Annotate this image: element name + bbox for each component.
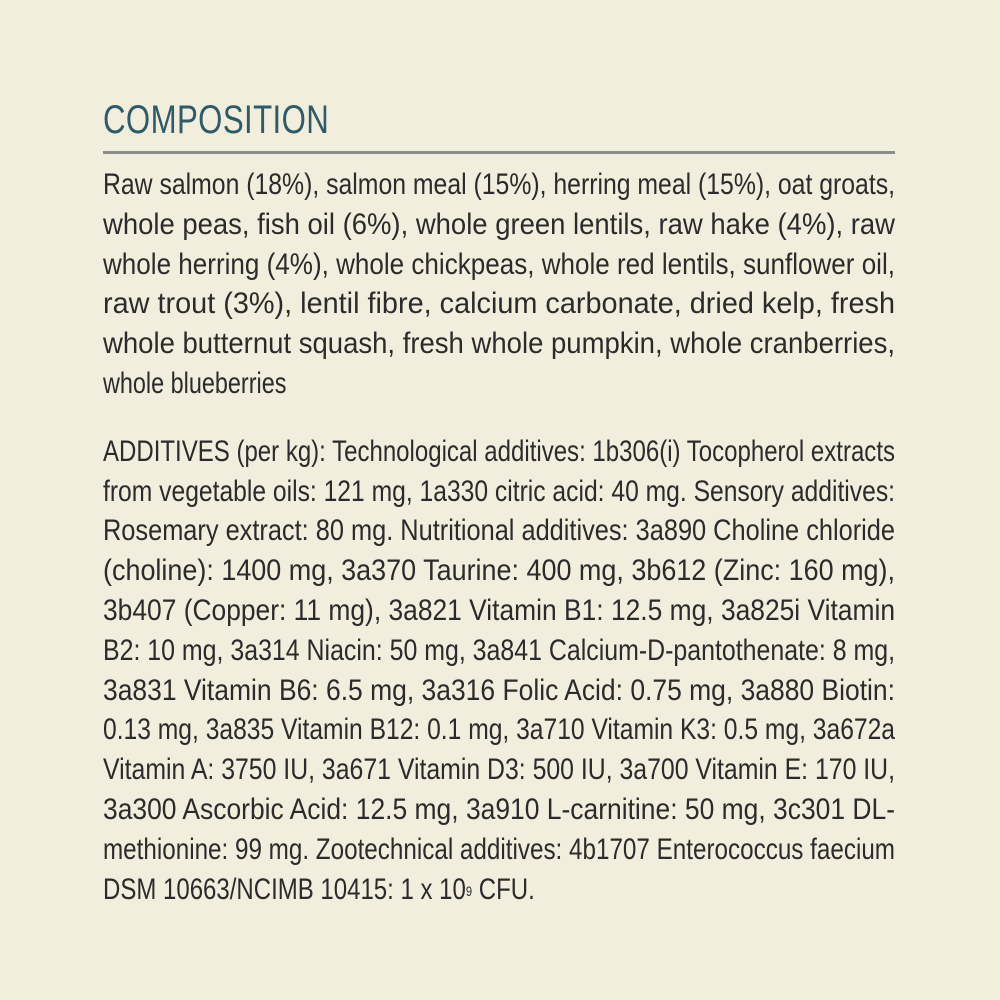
cfu-suffix: CFU.	[472, 872, 535, 906]
composition-panel	[103, 92, 895, 909]
cfu-text: DSM 10663/NCIMB 10415: 1 x 10	[103, 872, 466, 906]
composition-text	[103, 165, 895, 404]
additives-line: Rosemary extract: 80 mg. Nutritional additives: 3a890 Choline chloride	[103, 514, 895, 548]
additives-line: (choline): 1400 mg, 3a370 Taurine: 400 mg, 3b612 (Zinc: 160 mg),	[103, 554, 895, 588]
additives-line: 3a300 Ascorbic Acid: 12.5 mg, 3a910 L-carnitine: 50 mg, 3c301 DL-	[103, 792, 895, 826]
additives-line: methionine: 99 mg. Zootechnical additives: 4b1707 Enterococcus faecium	[103, 832, 895, 866]
composition-line: whole butternut squash, fresh whole pumpkin, whole cranberries,	[103, 327, 895, 361]
composition-line: whole peas, fish oil (6%), whole green lentils, raw hake (4%), raw	[103, 207, 895, 241]
composition-line: whole herring (4%), whole chickpeas, whole red lentils, sunflower oil,	[103, 247, 895, 281]
composition-line: Raw salmon (18%), salmon meal (15%), herring meal (15%), oat groats,	[103, 168, 895, 201]
additives-line: 3a831 Vitamin B6: 6.5 mg, 3a316 Folic Acid: 0.75 mg, 3a880 Biotin:	[103, 673, 895, 707]
additives-text	[103, 432, 895, 910]
composition-line: raw trout (3%), lentil fibre, calcium carbonate, dried kelp, fresh	[103, 287, 895, 321]
additives-line-last	[103, 870, 895, 910]
title-divider	[103, 151, 895, 154]
composition-line: whole blueberries	[103, 366, 287, 400]
additives-line: 3b407 (Copper: 11 mg), 3a821 Vitamin B1: 12.5 mg, 3a825i Vitamin	[103, 593, 895, 627]
additives-line: ADDITIVES (per kg): Technological additives: 1b306(i) Tocopherol extracts	[103, 434, 895, 468]
additives-line: B2: 10 mg, 3a314 Niacin: 50 mg, 3a841 Calcium-D-pantothenate: 8 mg,	[103, 633, 895, 667]
cfu-exponent: 9	[465, 882, 473, 899]
section-title: COMPOSITION	[103, 98, 330, 142]
additives-line: 0.13 mg, 3a835 Vitamin B12: 0.1 mg, 3a710 Vitamin K3: 0.5 mg, 3a672a	[103, 713, 895, 747]
additives-line: Vitamin A: 3750 IU, 3a671 Vitamin D3: 500 IU, 3a700 Vitamin E: 170 IU,	[103, 753, 895, 787]
additives-line: from vegetable oils: 121 mg, 1a330 citric acid: 40 mg. Sensory additives:	[103, 474, 895, 508]
